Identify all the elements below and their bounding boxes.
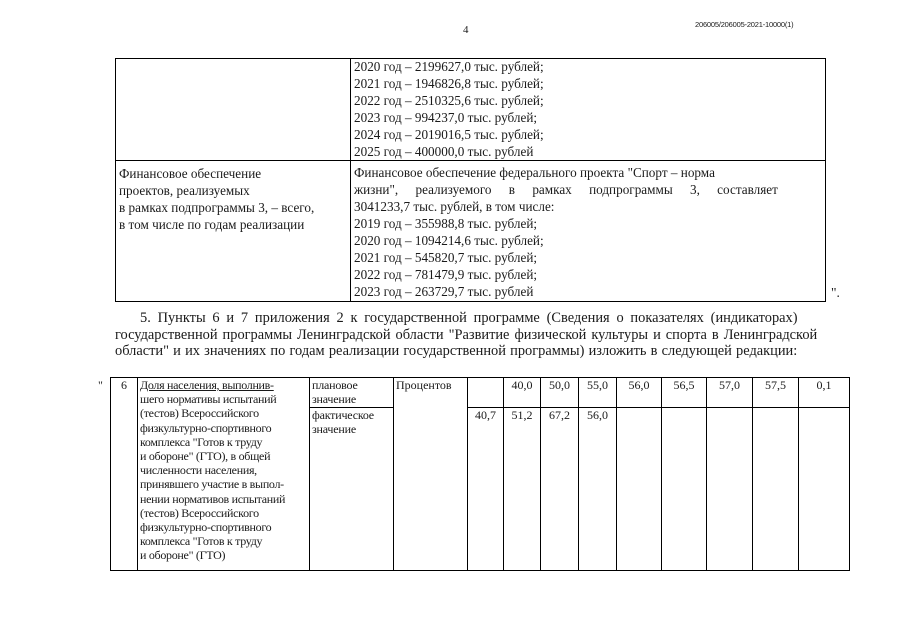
indicator-table — [110, 377, 850, 571]
fact-value: 40,7 — [468, 408, 504, 571]
amendment-paragraph — [115, 310, 845, 360]
plan-value: 50,0 — [541, 378, 579, 408]
funding-line: 2024 год – 2019016,5 тыс. рублей; — [354, 126, 544, 142]
fact-value: 67,2 — [541, 408, 579, 571]
name-line: физкультурно-спортивного — [140, 420, 272, 435]
text-line: жизни", реализуемого в рамках подпрограммы 3, составляет — [354, 182, 778, 198]
table-row — [116, 161, 826, 301]
document-id: 206005/206005-2021-10000(1) — [695, 20, 794, 29]
fact-label: фактическое значение — [310, 408, 394, 571]
name-line: и обороне" (ГТО), в общей — [140, 449, 271, 464]
text-line: Финансовое обеспечение федерального проекта "Спорт – норма — [354, 165, 715, 181]
plan-value: 56,5 — [662, 378, 707, 408]
table-row — [116, 59, 826, 161]
funding-by-year-cell — [351, 59, 826, 161]
plan-value — [468, 378, 504, 408]
funding-line: 2022 год – 2510325,6 тыс. рублей; — [354, 92, 544, 108]
plan-value: 57,0 — [707, 378, 753, 408]
plan-value: 55,0 — [579, 378, 617, 408]
row-number: 6 — [111, 378, 138, 571]
fact-value: 56,0 — [579, 408, 617, 571]
name-line: (тестов) Всероссийского — [140, 505, 259, 520]
projects-funding-label — [116, 161, 351, 301]
name-line: (тестов) Всероссийского — [140, 406, 259, 421]
plan-label: плановое значение — [310, 378, 394, 408]
plan-value: 56,0 — [617, 378, 662, 408]
table-row — [111, 378, 850, 408]
label-line: в том числе по годам реализации — [119, 217, 305, 233]
paragraph-line: государственной программы Ленинградской области "Развитие физической культуры и спорта в Ленинградской — [115, 326, 818, 343]
projects-funding-text — [351, 161, 826, 301]
empty-label-cell — [116, 59, 351, 161]
fact-value — [753, 408, 799, 571]
funding-line: 2021 год – 545820,7 тыс. рублей; — [354, 249, 538, 265]
plan-value: 57,5 — [753, 378, 799, 408]
funding-line: 2022 год – 781479,9 тыс. рублей; — [354, 266, 538, 282]
closing-quote: ". — [831, 285, 840, 300]
funding-table — [115, 58, 826, 302]
name-line: и обороне" (ГТО) — [140, 548, 226, 563]
funding-line: 2020 год – 1094214,6 тыс. рублей; — [354, 233, 544, 249]
plan-value: 40,0 — [504, 378, 541, 408]
plan-value: 0,1 — [799, 378, 850, 408]
name-line: физкультурно-спортивного — [140, 520, 272, 535]
name-line: шего нормативы испытаний — [140, 392, 277, 407]
name-line: принявшего участие в выпол- — [140, 477, 284, 492]
name-line: комплекса "Готов к труду — [140, 434, 263, 449]
name-line: нении нормативов испытаний — [140, 491, 286, 506]
funding-line: 2025 год – 400000,0 тыс. рублей — [354, 143, 534, 159]
paragraph-line: 5. Пункты 6 и 7 приложения 2 к государственной программе (Сведения о показателях (индикаторах) — [140, 310, 798, 326]
fact-value — [617, 408, 662, 571]
label-line: в рамках подпрограммы 3, – всего, — [119, 200, 315, 216]
fact-value — [799, 408, 850, 571]
name-line: Доля населения, выполнив- — [140, 378, 274, 392]
unit-cell: Процентов — [394, 378, 468, 571]
fact-value — [662, 408, 707, 571]
paragraph-line: области" и их значениях по годам реализации государственной программы) изложить в следующей редакции: — [115, 343, 798, 360]
name-line: численности населения, — [140, 463, 257, 478]
fact-value — [707, 408, 753, 571]
funding-line: 2023 год – 263729,7 тыс. рублей — [354, 283, 534, 299]
funding-line: 2023 год – 994237,0 тыс. рублей; — [354, 109, 538, 125]
label-line: Финансовое обеспечение — [119, 166, 262, 182]
text-line: 3041233,7 тыс. рублей, в том числе: — [354, 199, 555, 215]
label-line: проектов, реализуемых — [119, 183, 250, 199]
indicator-name — [138, 378, 310, 571]
page-number: 4 — [463, 24, 469, 36]
fact-value: 51,2 — [504, 408, 541, 571]
name-line: комплекса "Готов к труду — [140, 534, 263, 549]
funding-line: 2020 год – 2199627,0 тыс. рублей; — [354, 59, 544, 74]
funding-line: 2019 год – 355988,8 тыс. рублей; — [354, 216, 538, 232]
funding-line: 2021 год – 1946826,8 тыс. рублей; — [354, 75, 544, 91]
opening-quote: " — [98, 378, 103, 392]
